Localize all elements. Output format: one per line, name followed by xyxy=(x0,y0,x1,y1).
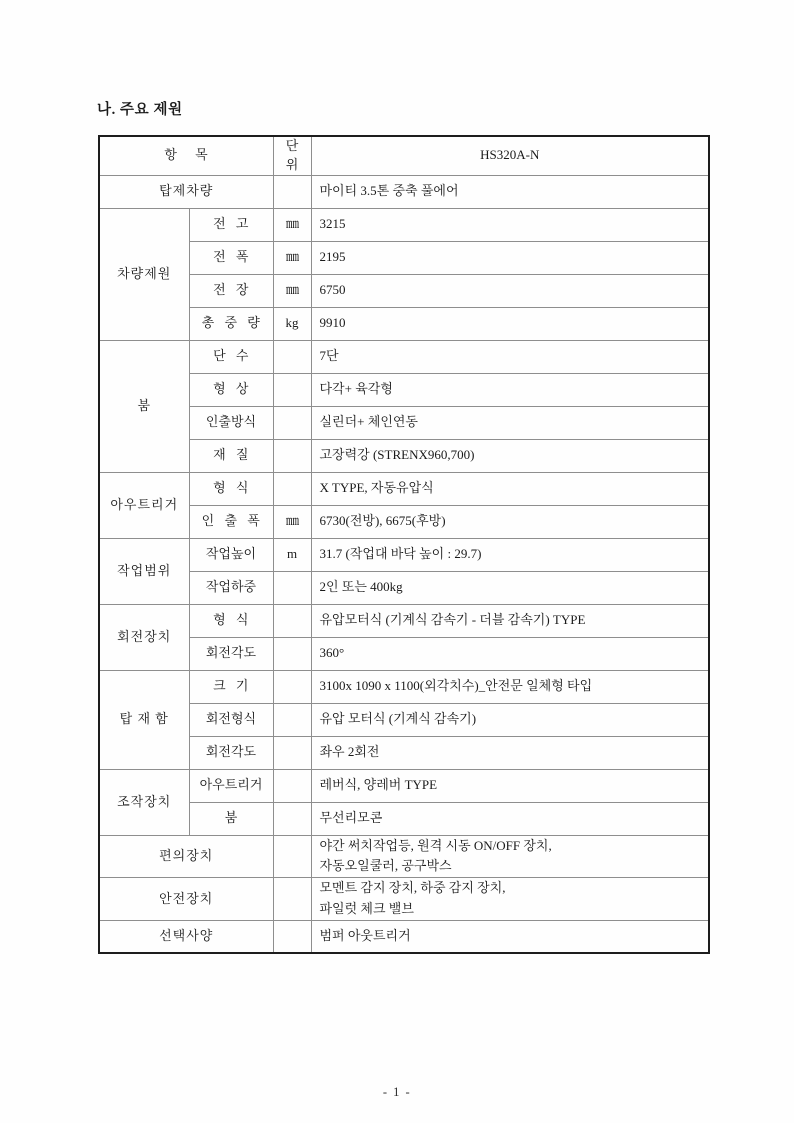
row-group-label: 편의장치 xyxy=(99,835,273,878)
row-value: 360° xyxy=(311,637,709,670)
row-value: 2195 xyxy=(311,241,709,274)
row-group-label: 탑제차량 xyxy=(99,175,273,208)
row-value: 유압 모터식 (기계식 감속기) xyxy=(311,703,709,736)
section-heading: 나. 주요 제원 xyxy=(97,102,183,118)
row-item-label: 형 식 xyxy=(189,604,273,637)
page-number: - 1 - xyxy=(382,1085,412,1099)
row-value: 레버식, 양레버 TYPE xyxy=(311,769,709,802)
row-group-label: 선택사양 xyxy=(99,920,273,953)
table-row xyxy=(99,604,709,637)
row-group-label: 조작장치 xyxy=(99,769,189,835)
table-row xyxy=(99,538,709,571)
row-item-label: 형 상 xyxy=(189,373,273,406)
row-value: 마이티 3.5톤 중축 풀에어 xyxy=(311,175,709,208)
row-value: 다각+ 육각형 xyxy=(311,373,709,406)
row-item-label: 총 중 량 xyxy=(189,307,273,340)
row-unit xyxy=(273,802,311,835)
row-item-label: 단 수 xyxy=(189,340,273,373)
row-item-label: 전 고 xyxy=(189,208,273,241)
table-row xyxy=(99,670,709,703)
row-value: 유압모터식 (기계식 감속기 - 더블 감속기) TYPE xyxy=(311,604,709,637)
table-header-row xyxy=(99,136,709,175)
table-row xyxy=(99,571,709,604)
row-value: 31.7 (작업대 바닥 높이 : 29.7) xyxy=(311,538,709,571)
row-unit xyxy=(273,736,311,769)
row-item-label: 회전각도 xyxy=(189,736,273,769)
row-unit xyxy=(273,340,311,373)
row-unit xyxy=(273,373,311,406)
row-group-label: 붐 xyxy=(99,340,189,472)
row-item-label: 작업하중 xyxy=(189,571,273,604)
table-row xyxy=(99,736,709,769)
row-unit: kg xyxy=(273,307,311,340)
row-group-label: 작업범위 xyxy=(99,538,189,604)
row-unit: ㎜ xyxy=(273,274,311,307)
row-value-line2: 자동오일쿨러, 공구박스 xyxy=(319,858,452,874)
table-row xyxy=(99,703,709,736)
row-unit xyxy=(273,835,311,878)
row-unit: ㎜ xyxy=(273,208,311,241)
table-row xyxy=(99,472,709,505)
table-row xyxy=(99,835,709,878)
row-unit xyxy=(273,670,311,703)
row-value: X TYPE, 자동유압식 xyxy=(311,472,709,505)
row-item-label: 크 기 xyxy=(189,670,273,703)
specification-table xyxy=(98,135,710,954)
table-row xyxy=(99,373,709,406)
row-item-label: 아우트리거 xyxy=(189,769,273,802)
table-row xyxy=(99,406,709,439)
table-row xyxy=(99,241,709,274)
table-row xyxy=(99,274,709,307)
row-value: 3100x 1090 x 1100(외각치수)_안전문 일체형 타입 xyxy=(311,670,709,703)
row-unit xyxy=(273,920,311,953)
row-value: 좌우 2회전 xyxy=(311,736,709,769)
row-group-label: 아우트리거 xyxy=(99,472,189,538)
row-item-label: 회전각도 xyxy=(189,637,273,670)
row-value-line1: 모멘트 감지 장치, 하중 감지 장치, xyxy=(319,880,506,896)
table-row xyxy=(99,505,709,538)
row-unit xyxy=(273,175,311,208)
table-row xyxy=(99,439,709,472)
row-group-label: 회전장치 xyxy=(99,604,189,670)
row-value: 6750 xyxy=(311,274,709,307)
row-unit xyxy=(273,439,311,472)
row-unit xyxy=(273,406,311,439)
table-row xyxy=(99,878,709,921)
row-unit xyxy=(273,637,311,670)
row-value: 3215 xyxy=(311,208,709,241)
row-unit xyxy=(273,769,311,802)
header-unit: 단위 xyxy=(273,136,311,175)
row-item-label: 형 식 xyxy=(189,472,273,505)
row-unit xyxy=(273,472,311,505)
row-group-label: 안전장치 xyxy=(99,878,273,921)
table-row xyxy=(99,175,709,208)
row-value: 9910 xyxy=(311,307,709,340)
row-value: 2인 또는 400kg xyxy=(311,571,709,604)
row-item-label: 전 장 xyxy=(189,274,273,307)
row-unit: ㎜ xyxy=(273,241,311,274)
table-row xyxy=(99,802,709,835)
header-model: HS320A-N xyxy=(311,136,709,175)
row-item-label: 붐 xyxy=(189,802,273,835)
table-row xyxy=(99,637,709,670)
row-value-line1: 야간 써치작업등, 원격 시동 ON/OFF 장치, xyxy=(319,837,552,853)
row-item-label: 재 질 xyxy=(189,439,273,472)
row-value: 7단 xyxy=(311,340,709,373)
row-value: 6730(전방), 6675(후방) xyxy=(311,505,709,538)
row-value-line2: 파일럿 체크 밸브 xyxy=(319,901,414,917)
row-value: 실린더+ 체인연동 xyxy=(311,406,709,439)
row-unit xyxy=(273,878,311,921)
row-item-label: 인 출 폭 xyxy=(189,505,273,538)
table-row xyxy=(99,307,709,340)
row-value: 무선리모콘 xyxy=(311,802,709,835)
row-value: 고장력강 (STRENX960,700) xyxy=(311,439,709,472)
row-unit xyxy=(273,571,311,604)
row-group-label: 차량제원 xyxy=(99,208,189,340)
row-value: 범퍼 아웃트리거 xyxy=(311,920,709,953)
table-row xyxy=(99,340,709,373)
row-item-label: 회전형식 xyxy=(189,703,273,736)
row-unit xyxy=(273,703,311,736)
row-item-label: 작업높이 xyxy=(189,538,273,571)
row-value xyxy=(311,878,709,921)
specification-table-container xyxy=(98,135,708,954)
row-item-label: 인출방식 xyxy=(189,406,273,439)
row-item-label: 전 폭 xyxy=(189,241,273,274)
header-item: 항 목 xyxy=(99,136,273,175)
row-unit: ㎜ xyxy=(273,505,311,538)
row-value xyxy=(311,835,709,878)
table-row xyxy=(99,208,709,241)
table-row xyxy=(99,769,709,802)
row-unit: m xyxy=(273,538,311,571)
row-group-label: 탑 재 함 xyxy=(99,670,189,769)
table-row xyxy=(99,920,709,953)
row-unit xyxy=(273,604,311,637)
